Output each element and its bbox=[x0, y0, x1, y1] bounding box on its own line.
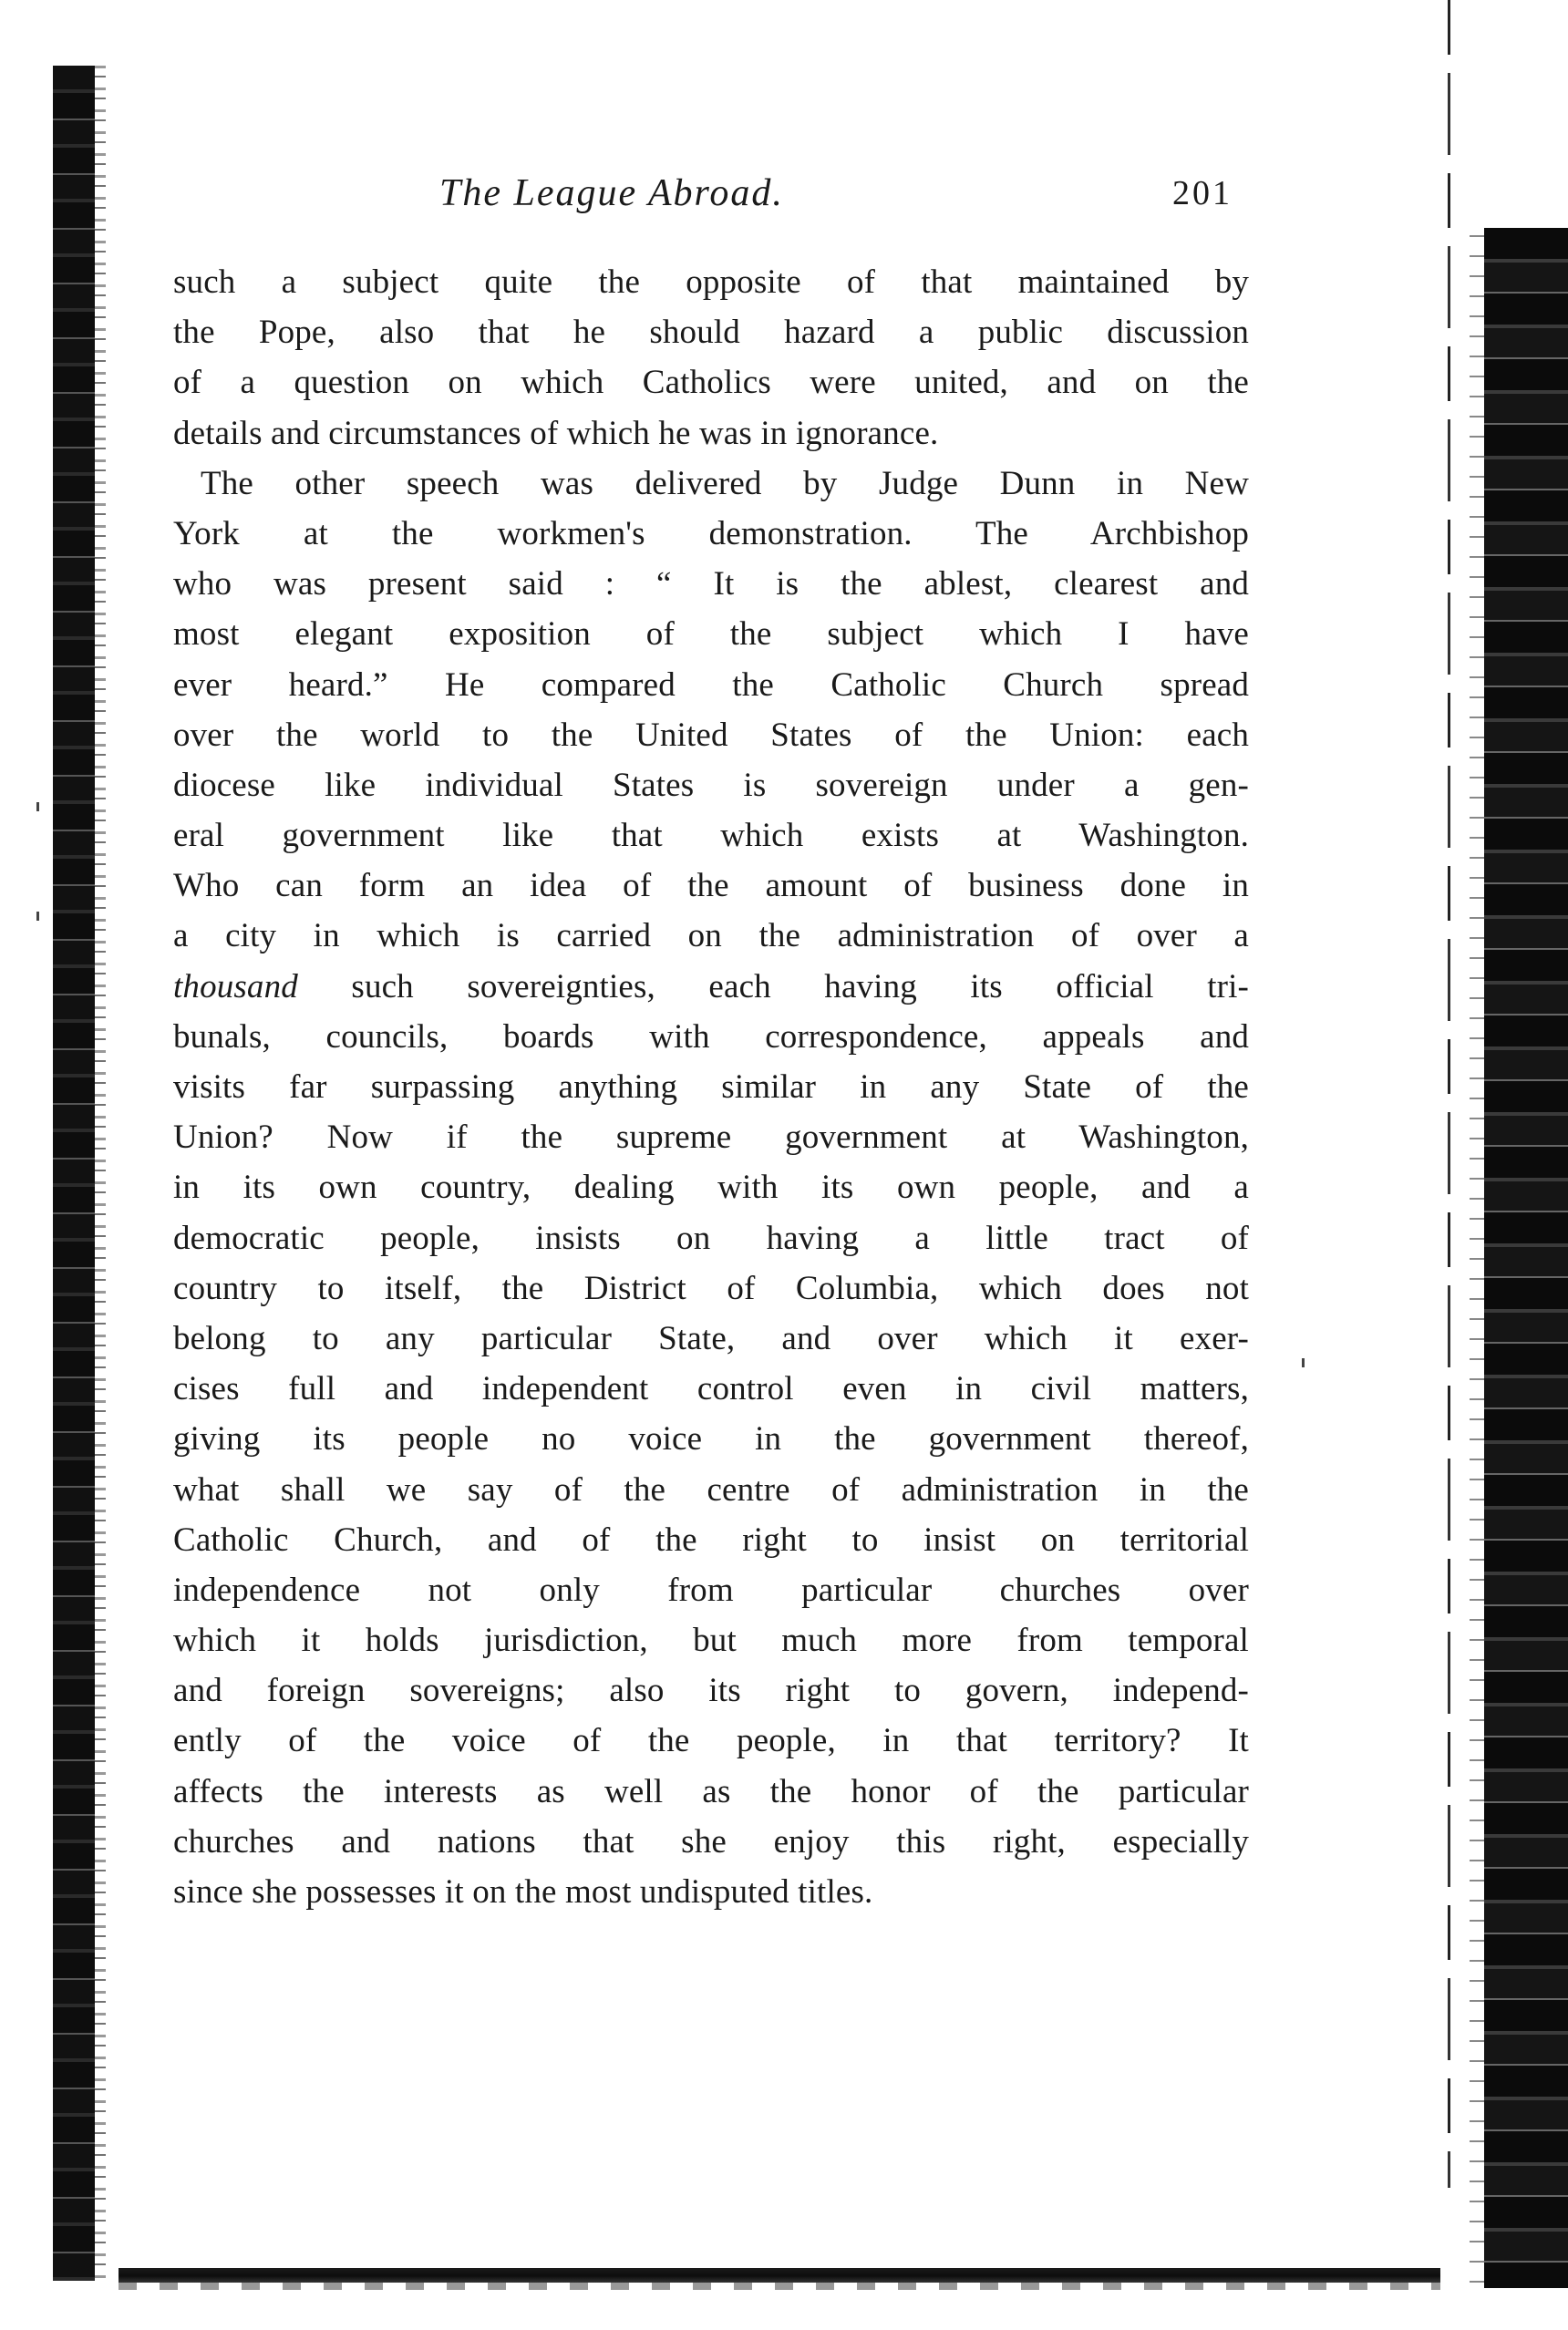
text-line: bunals, councils, boards with correspondence, appeals and bbox=[173, 1017, 1249, 1056]
binding-edge-shadow bbox=[53, 66, 95, 2281]
text-line: York at the workmen's demonstration. The Archbishop bbox=[173, 514, 1249, 552]
page-number: 201 bbox=[1172, 174, 1233, 212]
text-line: country to itself, the District of Columbia, which does not bbox=[173, 1269, 1249, 1307]
running-head: The League Abroad. bbox=[439, 172, 784, 214]
text-line: over the world to the United States of the Union: each bbox=[173, 716, 1249, 754]
text-line: ever heard.” He compared the Catholic Church spread bbox=[173, 665, 1249, 704]
right-edge-shadow bbox=[1484, 228, 1568, 2288]
text-line: visits far surpassing anything similar in any State of the bbox=[173, 1068, 1249, 1106]
text-line: since she possesses it on the most undisputed titles. bbox=[173, 1873, 873, 1911]
text-line: in its own country, dealing with its own people, and a bbox=[173, 1169, 1249, 1207]
italic-word: thousand bbox=[173, 967, 298, 1005]
text-line: which it holds jurisdiction, but much more from temporal bbox=[173, 1622, 1249, 1660]
stray-mark bbox=[1302, 1358, 1305, 1367]
text-line: Who can form an idea of the amount of business done in bbox=[173, 867, 1249, 905]
text-line: democratic people, insists on having a little tract of bbox=[173, 1219, 1249, 1257]
text-line: independence not only from particular churches over bbox=[173, 1571, 1249, 1609]
body-text bbox=[173, 257, 1249, 1917]
text-line-with-italic bbox=[173, 962, 1249, 1012]
text-line: of a question on which Catholics were united, and on the bbox=[173, 364, 1249, 402]
text-line: giving its people no voice in the government thereof, bbox=[173, 1420, 1249, 1459]
stray-mark bbox=[36, 802, 39, 811]
right-edge-line bbox=[1448, 0, 1450, 2188]
stray-mark bbox=[36, 912, 39, 921]
text-line: cises full and independent control even in civil matters, bbox=[173, 1370, 1249, 1408]
text-line: the Pope, also that he should hazard a public discussion bbox=[173, 314, 1249, 352]
text-line: eral government like that which exists at Washington. bbox=[173, 817, 1249, 855]
text-line: ently of the voice of the people, in that territory? It bbox=[173, 1722, 1249, 1760]
text-line: Catholic Church, and of the right to insist on territorial bbox=[173, 1521, 1249, 1559]
text-line: Union? Now if the supreme government at Washington, bbox=[173, 1119, 1249, 1157]
text-line: and foreign sovereigns; also its right to govern, independ- bbox=[173, 1672, 1249, 1710]
text-line: most elegant exposition of the subject which I have bbox=[173, 615, 1249, 654]
text-line: churches and nations that she enjoy this right, especially bbox=[173, 1822, 1249, 1861]
text-line: diocese like individual States is sovereign under a gen- bbox=[173, 766, 1249, 804]
text-line: such a subject quite the opposite of that maintained by bbox=[173, 263, 1249, 301]
text-line: details and circumstances of which he was in ignorance. bbox=[173, 414, 939, 452]
text-line: affects the interests as well as the honor of the particular bbox=[173, 1772, 1249, 1810]
bottom-edge-shadow bbox=[119, 2268, 1440, 2283]
text-line: what shall we say of the centre of administration in the bbox=[173, 1470, 1249, 1509]
text-line: belong to any particular State, and over which it exer- bbox=[173, 1319, 1249, 1357]
text-line-rest: such sovereignties, each having its official tri- bbox=[351, 967, 1249, 1005]
text-line: The other speech was delivered by Judge Dunn in New bbox=[201, 464, 1249, 502]
text-line: a city in which is carried on the administration of over a bbox=[173, 917, 1249, 955]
text-line: who was present said : “ It is the ablest, clearest and bbox=[173, 565, 1249, 603]
